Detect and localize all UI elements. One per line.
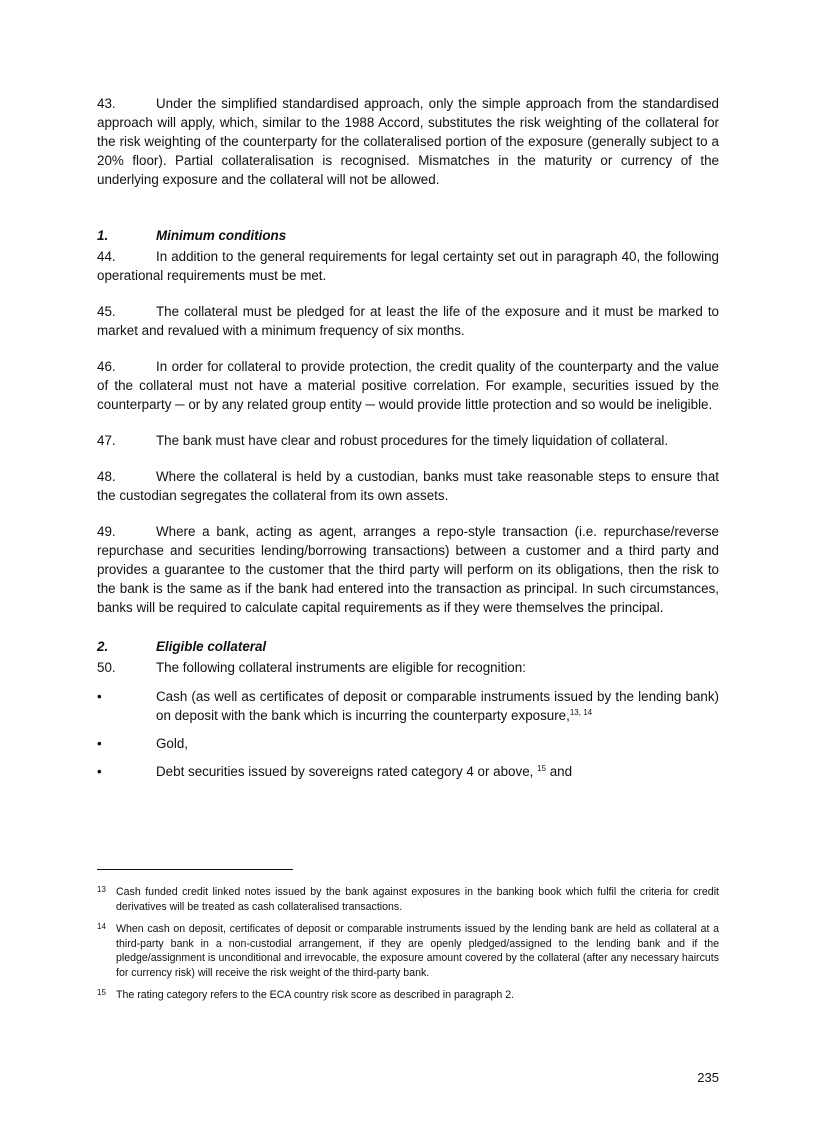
paragraph-text: Where a bank, acting as agent, arranges a repo-style transaction (i.e. repurchase/reverse repurchase and securities lending/borrowing transactions) between a customer and a third party and provides a guarantee to the customer that the third party will perform on its obligations, then the risk to the bank is the same as if the bank had entered into the transaction as principal. In such circumstances, banks will be required to calculate capital requirements as if they were themselves the principal. [97,524,719,615]
bullet-body: Cash (as well as certificates of deposit or comparable instruments issued by the lending bank) on deposit with the bank which is incurring the counterparty exposure, [156,689,719,723]
paragraph-49 [97,522,719,617]
footnote-number: 14 [97,922,106,931]
bullet-marker: • [97,736,102,751]
paragraph-number: 50. [97,660,116,675]
paragraph-43 [97,94,719,189]
bullet-text [156,762,719,781]
bullet-item [97,687,719,725]
paragraph-number: 47. [97,433,116,448]
page-body [97,94,719,790]
paragraph-text: The collateral must be pledged for at least the life of the exposure and it must be marked to market and revalued with a minimum frequency of six months. [97,304,719,338]
paragraph-45 [97,302,719,340]
paragraph-number: 48. [97,469,116,484]
paragraph-44 [97,247,719,285]
footnote-divider [97,869,293,870]
paragraph-47 [97,431,719,450]
paragraph-48 [97,467,719,505]
bullet-body: Debt securities issued by sovereigns rated category 4 or above, [156,764,538,779]
section-number: 1. [97,228,109,243]
footnote-15 [97,988,719,1003]
footnote-ref: 15 [537,764,546,773]
page-number: 235 [697,1070,719,1085]
bullet-item [97,762,719,781]
paragraph-number: 43. [97,96,116,111]
footnote-text: The rating category refers to the ECA country risk score as described in paragraph 2. [116,989,515,1001]
section-title: Eligible collateral [156,639,267,654]
footnote-text: Cash funded credit linked notes issued by the bank against exposures in the banking book which fulfil the criteria for credit derivatives will be treated as cash collateralised transactions. [116,886,719,913]
footnotes [97,885,719,1011]
paragraph-text: Where the collateral is held by a custodian, banks must take reasonable steps to ensure that the custodian segregates the collateral from its own assets. [97,469,719,503]
footnote-13 [97,885,719,914]
paragraph-number: 46. [97,359,116,374]
section-heading-minimum-conditions [97,226,719,245]
bullet-marker: • [97,764,102,779]
bullet-text [156,687,719,725]
bullet-tail: and [546,764,573,779]
bullet-text [156,734,719,753]
bullet-marker: • [97,689,102,704]
paragraph-number: 45. [97,304,116,319]
bullet-item [97,734,719,753]
bullet-body: Gold, [156,736,189,751]
footnote-14 [97,922,719,980]
paragraph-text: The bank must have clear and robust procedures for the timely liquidation of collateral. [156,433,669,448]
paragraph-text: In addition to the general requirements for legal certainty set out in paragraph 40, the following operational requirements must be met. [97,249,719,283]
footnote-number: 15 [97,988,106,997]
footnote-number: 13 [97,885,106,894]
section-heading-eligible-collateral [97,637,719,656]
footnote-text: When cash on deposit, certificates of deposit or comparable instruments issued by the lending bank are held as collateral at a third-party bank in a non-custodial arrangement, if they are openly pledged/assigned to the lending bank and if the pledge/assignment is unconditional and irrevocable, the exposure amount covered by the collateral (after any necessary haircuts for currency risk) will receive the risk weight of the third-party bank. [116,923,719,979]
paragraph-text: Under the simplified standardised approach, only the simple approach from the standardised approach will apply, which, similar to the 1988 Accord, substitutes the risk weighting of the collateral for the risk weighting of the counterparty for the collateralised portion of the exposure (generally subject to a 20% floor). Partial collateralisation is recognised. Mismatches in the maturity or currency of the underlying exposure and the collateral will not be allowed. [97,96,719,187]
paragraph-46 [97,357,719,414]
footnote-ref: 13, 14 [569,708,593,717]
section-number: 2. [97,639,109,654]
section-title: Minimum conditions [156,228,287,243]
paragraph-text: The following collateral instruments are eligible for recognition: [156,660,526,675]
paragraph-50 [97,658,719,677]
paragraph-text: In order for collateral to provide protection, the credit quality of the counterparty and the value of the collateral must not have a material positive correlation. For example, securities issued by the counterparty ─ or by any related group entity ─ would provide little protection and so would be ineligible. [97,359,719,412]
paragraph-number: 49. [97,524,116,539]
paragraph-number: 44. [97,249,116,264]
